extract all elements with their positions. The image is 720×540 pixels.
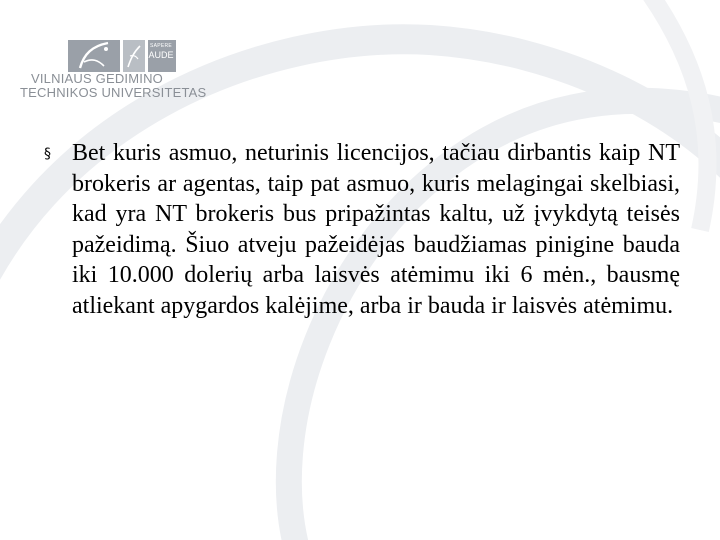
motto-badge (147, 43, 175, 60)
university-logo (20, 38, 220, 108)
bullet-text: Bet kuris asmuo, neturinis licencijos, tačiau dirbantis kaip NT brokeris ar agentas, taip pat asmuo, kuris melagingai skelbiasi, kad yra NT brokeris bus pripažintas kaltu, už įvykdytą teisės pažeidimą. Šiuo atveju pažeidėjas baudžiamas pinigine bauda iki 10.000 dolerių arba laisvės atėmimu iki 6 mėn., bausmę atliekant apygardos kalėjime, arba ir bauda ir laisvės atėmimu. (72, 140, 680, 319)
university-name-line2: TECHNIKOS UNIVERSITETAS (20, 85, 207, 100)
motto-top: SAPERE (149, 43, 173, 49)
square-bullet-icon: § (44, 146, 51, 162)
bullet-item (44, 138, 684, 321)
slide-content (44, 138, 684, 321)
university-name-line1: VILNIAUS GEDIMINO (31, 71, 163, 86)
university-name (20, 72, 220, 100)
motto-bottom: AUDE (148, 50, 174, 60)
